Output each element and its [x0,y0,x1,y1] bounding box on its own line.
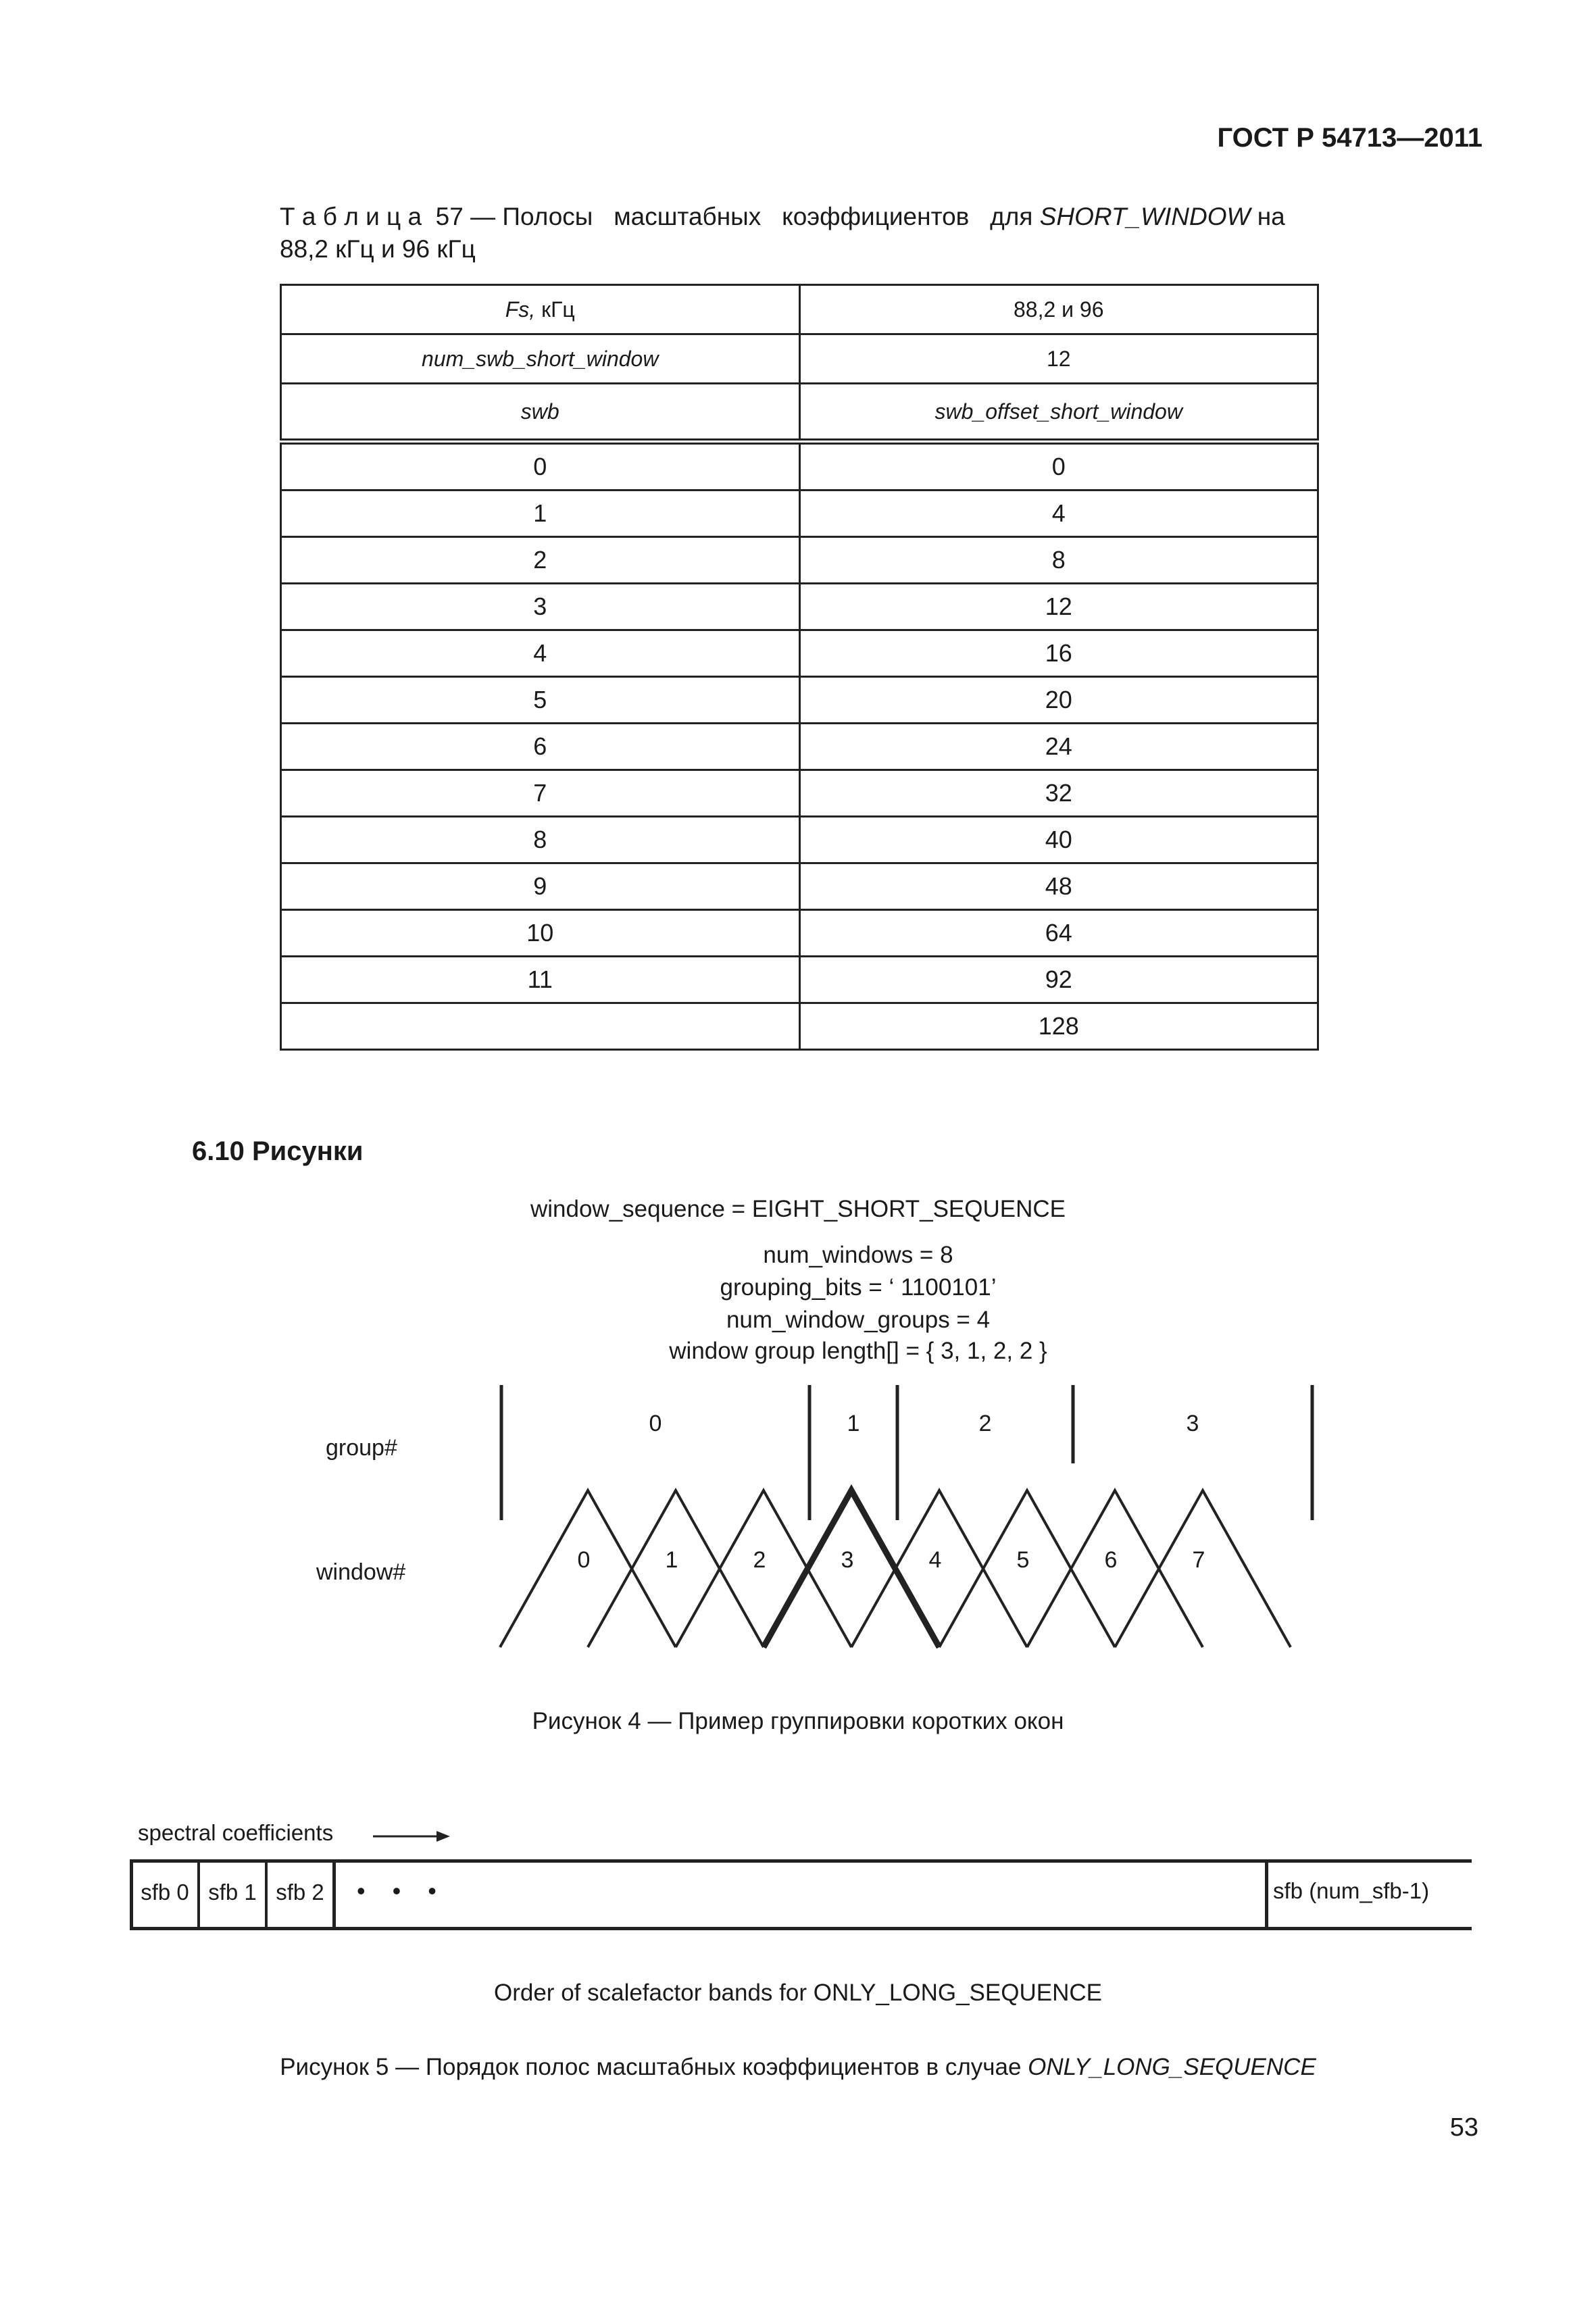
swb-cell: 1 [281,491,800,537]
swb-offset-cell: 0 [799,442,1318,491]
group-number: 0 [649,1411,662,1436]
swb-cell: 6 [281,724,800,770]
table-caption-prefix: Т а б л и ц а 57 — Полосы масштабных коэффициентов для [280,203,1033,230]
group-number: 1 [847,1411,860,1436]
window-number: 3 [841,1547,854,1573]
header-cell-num-swb: num_swb_short_window [281,334,800,384]
window-number: 1 [665,1547,678,1573]
swb-offset-cell: 48 [799,863,1318,910]
swb-cell: 8 [281,817,800,863]
swb-cell: 7 [281,770,800,817]
swb-offset-cell: 8 [799,537,1318,584]
window-number: 0 [577,1547,591,1573]
swb-cell: 10 [281,910,800,957]
document-standard-id: ГОСТ Р 54713—2011 [1217,123,1482,153]
figure5-caption-italic: ONLY_LONG_SEQUENCE [1028,2054,1316,2080]
swb-offset-cell: 32 [799,770,1318,817]
swb-cell: 2 [281,537,800,584]
page-number: 53 [1449,2113,1478,2142]
swb-offset-cell: 92 [799,957,1318,1003]
group-number: 3 [1186,1411,1199,1436]
figure4-window-group-length: window group length[] = { 3, 1, 2, 2 } [669,1338,1047,1364]
swb-offset-cell: 12 [799,584,1318,630]
table-caption-italic: SHORT_WINDOW [1039,203,1251,230]
header-cell-swb-offset: swb_offset_short_window [799,384,1318,442]
table-caption-suffix: на [1257,203,1285,230]
swb-cell: 9 [281,863,800,910]
window-label: window# [316,1559,406,1585]
figure5-caption-prefix: Рисунок 5 — Порядок полос масштабных коэффициентов в случае [280,2054,1028,2080]
sfb-cell: sfb 0 [141,1880,189,1905]
swb-offset-cell: 20 [799,677,1318,724]
swb-offset-cell: 16 [799,630,1318,677]
swb-offset-cell: 64 [799,910,1318,957]
sfb-cell: sfb 2 [276,1880,324,1905]
header-cell-swb: swb [281,384,800,442]
group-label: group# [326,1435,397,1461]
header-cell-fs: Fs, кГц [281,285,800,334]
swb-offset-cell: 4 [799,491,1318,537]
swb-offset-cell: 24 [799,724,1318,770]
figure4-grouping-bits: grouping_bits = ‘ 1100101’ [720,1274,997,1301]
window-number: 2 [753,1547,766,1573]
section-heading: 6.10 Рисунки [192,1136,364,1166]
sfb-last-cell: sfb (num_sfb-1) [1273,1878,1430,1903]
header-cell-fs-value: 88,2 и 96 [799,285,1318,334]
window-number: 4 [928,1547,942,1573]
figure4-window-sequence: window_sequence = EIGHT_SHORT_SEQUENCE [530,1196,1066,1222]
sfb-ellipsis: • • • [357,1877,437,1905]
figure5-caption [0,2054,1596,2081]
window-number: 5 [1016,1547,1030,1573]
header-cell-num-swb-value: 12 [799,334,1318,384]
swb-cell: 5 [281,677,800,724]
figure5-subtitle: Order of scalefactor bands for ONLY_LONG_SEQUENCE [494,1980,1102,2006]
figure4-caption: Рисунок 4 — Пример группировки коротких окон [532,1708,1064,1734]
window-number: 6 [1104,1547,1118,1573]
spectral-arrow-icon [372,1827,453,1847]
sfb-cell: sfb 1 [208,1880,257,1905]
swb-cell: 0 [281,442,800,491]
swb-cell: 11 [281,957,800,1003]
scalefactor-band-strip [130,1859,1472,1930]
figure4-num-windows: num_windows = 8 [763,1242,953,1268]
swb-cell: 3 [281,584,800,630]
window-number: 7 [1192,1547,1205,1573]
spectral-coefficients-label: spectral coefficients [138,1820,334,1845]
table-caption-line2: 88,2 кГц и 96 кГц [280,235,476,263]
figure4-num-window-groups: num_window_groups = 4 [726,1307,991,1333]
swb-cell: 4 [281,630,800,677]
swb-offset-cell: 40 [799,817,1318,863]
group-number: 2 [978,1411,992,1436]
swb-offset-cell: 128 [799,1003,1318,1050]
